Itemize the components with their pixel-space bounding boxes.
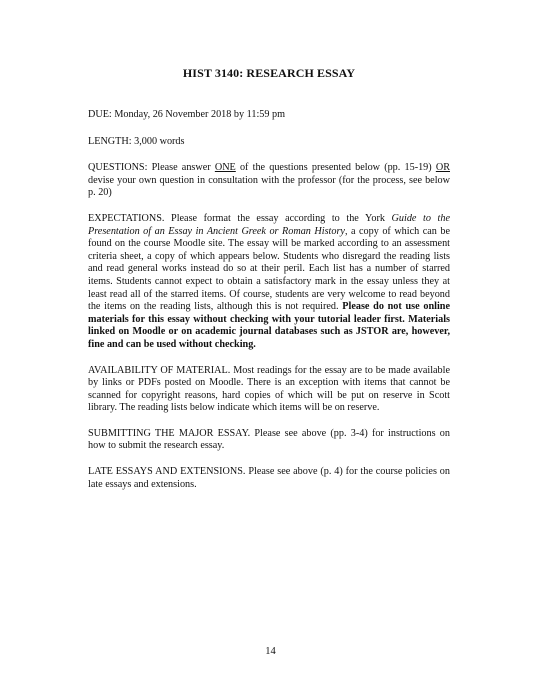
page-number: 14 (265, 646, 276, 657)
questions-paragraph (88, 162, 450, 200)
page-title: HIST 3140: RESEARCH ESSAY (182, 66, 356, 80)
questions-middle: of the questions presented below (pp. 15-19) (235, 162, 436, 174)
expectations-prefix: EXPECTATIONS. Please format the essay according to the York (88, 212, 392, 224)
late-essays-paragraph: LATE ESSAYS AND EXTENSIONS. Please see above (p. 4) for the course policies on late essays and extensions. (88, 466, 450, 490)
questions-prefix: QUESTIONS: Please answer (88, 162, 215, 174)
questions-one: ONE (214, 162, 236, 174)
guide-title: Guide to the Presentation of an Essay in Ancient Greek or Roman History (88, 212, 450, 237)
submitting-paragraph: SUBMITTING THE MAJOR ESSAY. Please see above (pp. 3-4) for instructions on how to submit the research essay. (88, 427, 450, 452)
availability-paragraph: AVAILABILITY OF MATERIAL. Most readings for the essay are to be made available by links or PDFs posted on Moodle. There is an exception with items that cannot be scanned for copyright reasons, hard copies of which will be put on reserve in Scott library. The reading lists below indicate which items will be on reserve. (88, 364, 450, 414)
questions-or: OR (435, 162, 450, 174)
questions-suffix: devise your own question in consultation with the professor (for the process, see below p. 20) (88, 174, 450, 199)
due-date: DUE: Monday, 26 November 2018 by 11:59 pm (88, 109, 286, 120)
expectations-body: , a copy of which can be found on the course Moodle site. The essay will be marked according to an assessment criteria sheet, a copy of which appears below. Students who disregard the reading lists and read general works instead do so at their peril. Each list has a number of starred items. Students cannot expect to obtain a satisfactory mark in the essay unless they at least read all of the starred items. Of course, students are very welcome to read beyond the items on the reading lists, although this is not required. (88, 225, 450, 313)
expectations-paragraph (88, 213, 450, 352)
expectations-bold-note: Please do not use online materials for this essay without checking with your tutorial leader first. Materials linked on Moodle or on academic journal databases such as JSTOR are, however, fine and can be used without checking. (88, 301, 450, 350)
document-body (88, 66, 450, 504)
essay-length: LENGTH: 3,000 words (88, 135, 185, 147)
